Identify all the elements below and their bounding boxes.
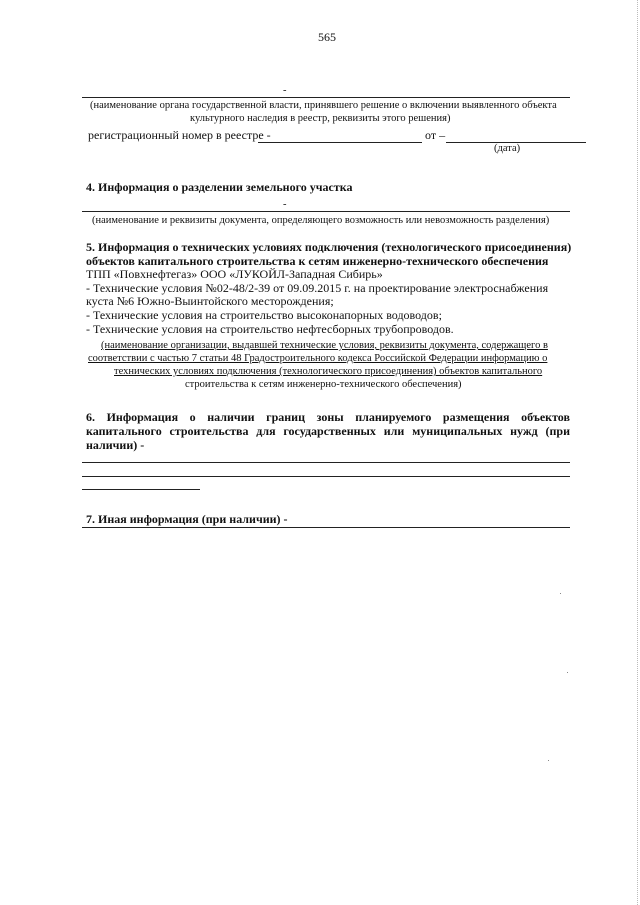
section5-caption-line4: строительства к сетям инженерно-технического обеспечения) bbox=[185, 379, 462, 390]
section5-item1-line2: куста №6 Южно-Выинтойского месторождения; bbox=[86, 294, 334, 308]
section6-answer-line3 bbox=[82, 489, 200, 490]
scan-speck bbox=[560, 593, 561, 594]
date-caption: (дата) bbox=[494, 143, 521, 154]
section6-answer-line2 bbox=[82, 476, 570, 477]
section5-item3: - Технические условия на строительство нефтесборных трубопроводов. bbox=[86, 322, 454, 336]
scan-speck bbox=[548, 760, 549, 761]
section6-heading-line3: наличии) - bbox=[86, 438, 145, 452]
section6-answer-line1 bbox=[82, 462, 570, 463]
page-edge-shadow bbox=[636, 0, 638, 905]
from-label: от – bbox=[425, 128, 446, 142]
section5-caption-line2: соответствии с частью 7 статьи 48 Градостроительного кодекса Российской Федерации информацию о bbox=[88, 353, 548, 364]
section4-caption: (наименование и реквизиты документа, определяющего возможность или невозможность разделения) bbox=[92, 215, 550, 226]
section5-organization: ТПП «Повхнефтегаз» ООО «ЛУКОЙЛ-Западная Сибирь» bbox=[86, 267, 383, 281]
section3-underline bbox=[82, 97, 570, 98]
section3-dash: - bbox=[283, 85, 287, 96]
registry-number-label: регистрационный номер в реестре - bbox=[88, 128, 271, 142]
section4-dash: - bbox=[283, 199, 287, 210]
scan-speck bbox=[567, 672, 568, 673]
page-number: 565 bbox=[318, 30, 336, 44]
section3-caption-line2: культурного наследия в реестр, реквизиты этого решения) bbox=[190, 113, 451, 124]
section7-underline bbox=[82, 527, 570, 528]
section5-item1-line1: - Технические условия №02-48/2-39 от 09.09.2015 г. на проектирование электроснабжения bbox=[86, 281, 549, 295]
section4-underline bbox=[82, 211, 570, 212]
section5-heading-line2: объектов капитального строительства к сетям инженерно-технического обеспечения bbox=[86, 254, 549, 268]
section6-heading-line1: 6. Информация о наличии границ зоны планируемого размещения объектов bbox=[86, 410, 570, 424]
section6-heading-line2: капитального строительства для государственных или муниципальных нужд (при bbox=[86, 424, 570, 438]
section5-item2: - Технические условия на строительство высоконапорных водоводов; bbox=[86, 308, 442, 322]
section5-heading-line1: 5. Информация о технических условиях подключения (технологического присоединения) bbox=[86, 240, 572, 254]
registry-number-underline bbox=[258, 142, 422, 143]
section4-heading: 4. Информация о разделении земельного участка bbox=[86, 180, 353, 194]
section7-heading: 7. Иная информация (при наличии) - bbox=[86, 512, 288, 526]
section5-caption-line3: технических условиях подключения (технологического присоединения) объектов капитального bbox=[114, 366, 543, 377]
section5-caption-line1: (наименование организации, выдавшей технические условия, реквизиты документа, содержащего в bbox=[101, 340, 548, 351]
section3-caption-line1: (наименование органа государственной власти, принявшего решение о включении выявленного объекта bbox=[90, 100, 557, 111]
